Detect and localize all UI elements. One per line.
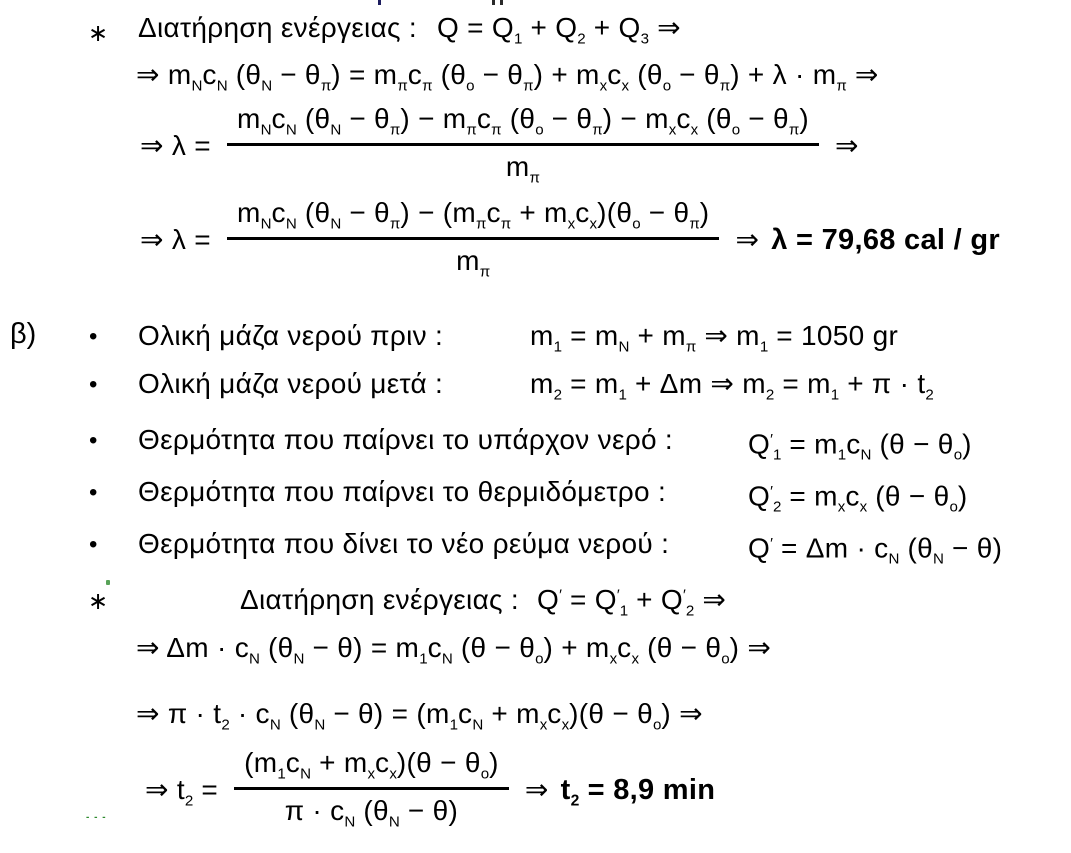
asterisk-icon: ∗ [88,588,109,615]
result-t2-value: $t_2 = 8,9$ min [560,774,716,810]
line-energy-conservation-b [88,576,726,632]
cropped-glyph-fragment [500,0,503,5]
line-heat-balance-expanded [136,55,879,106]
line-heat-existing-water [85,420,972,464]
math-expression: ⇒ λ = $\frac{m_Nc_N (\theta_N - \theta_\pi) - m_\pi c_\pi (\theta_o - \theta_\pi) - m_xc_x (\theta_o - \theta_\pi)}{m_\pi}$ ⇒ [140,103,859,187]
line-label: Θερμότητα που δίνει το νέο ρεύμα νερού : [138,528,670,559]
line-heat-new-water-stream [85,524,1003,568]
math-expression: $m_1 = m_N + m_\pi$ ⇒ $m_1 = 1050$ gr [530,320,899,356]
math-expression: ⇒ $\Delta m \cdot c_N$ $(\theta_N - \theta) = m_1c_N$ $(\theta - \theta_o) + m_xc_x$ $(\theta - \theta_o)$ ⇒ [136,632,772,668]
bullet-icon: • [89,531,98,558]
math-expression: $Q' = \Delta m \cdot c_N$ $(\theta_N - \theta)$ [748,532,1003,568]
line-label: Θερμότητα που παίρνει το υπάρχον νερό : [138,424,673,455]
line-energy-conservation-a [88,8,681,59]
line-lambda-fraction-2 [140,198,1000,286]
cropped-glyph-fragment [492,0,495,5]
line-lambda-fraction-1 [140,104,859,192]
bullet-icon: • [89,323,98,350]
line-total-mass-after [85,364,934,404]
line-heat-calorimeter [85,472,968,516]
bullet-icon: • [89,479,98,506]
math-expression: ⇒ $m_Nc_N$ $(\theta_N - \theta_\pi) = m_\pi c_\pi$ $(\theta_o - \theta_\pi) + m_xc_x$ $(\theta_o - \theta_\pi) + \lambda \cdot m_\pi$ ⇒ [136,59,879,95]
bullet-icon: • [89,371,98,398]
cropped-glyph-fragment [378,0,381,5]
math-expression: $Q = Q_1 + Q_2 + Q_3$ ⇒ [437,12,681,48]
result-lambda-value: λ = 79,68 cal / gr [771,224,1000,257]
line-label: Διατήρηση ενέργειας : [138,12,418,43]
line-label: Διατήρηση ενέργειας : [240,584,520,616]
line-label: Ολική μάζα νερού μετά : [138,368,444,399]
fraction: $\frac{(m_1c_N + m_xc_x)(\theta - \theta_o)}{\pi \cdot c_N (\theta_N - \theta)}$ [234,745,509,833]
line-label: Ολική μάζα νερού πριν : [138,320,444,351]
math-expression: ⇒ λ = $\frac{m_Nc_N (\theta_N - \theta_\pi) - (m_\pi c_\pi + m_xc_x)(\theta_o - \theta_\pi)}{m_\pi}$ ⇒ [140,197,760,281]
line-label: Θερμότητα που παίρνει το θερμιδόμετρο : [138,476,667,507]
math-expression: $Q'_1 = m_1c_N$ $(\theta - \theta_o)$ [748,428,972,464]
line-flow-substitution [136,694,703,745]
math-expression: ⇒ $\pi \cdot t_2 \cdot c_N$ $(\theta_N - \theta) = (m_1c_N + m_xc_x)(\theta - \theta_o)$ ⇒ [136,698,703,734]
line-total-mass-before [85,316,899,356]
math-expression: $m_2 = m_1 + \Delta m$ ⇒ $m_2 = m_1 + \pi \cdot t_2$ [530,368,934,404]
math-expression: $Q' = Q'_1 + Q'_2$ ⇒ [537,584,727,620]
fraction: $\frac{m_Nc_N (\theta_N - \theta_\pi) - (m_\pi c_\pi + m_xc_x)(\theta_o - \theta_\pi)}{m_\pi}$ [227,195,719,283]
fraction: $\frac{m_Nc_N (\theta_N - \theta_\pi) - m_\pi c_\pi (\theta_o - \theta_\pi) - m_xc_x (\theta_o - \theta_\pi)}{m_\pi}$ [227,101,819,189]
green-dashes-artifact: - - - [86,812,107,823]
bullet-icon: • [89,427,98,454]
line-heat-balance-b-expanded [136,628,771,679]
math-expression: $Q'_2 = m_xc_x$ $(\theta - \theta_o)$ [748,480,968,516]
section-b-label: β) [10,318,37,350]
math-expression: ⇒ $t_2$ = $\frac{(m_1c_N + m_xc_x)(\theta - \theta_o)}{\pi \cdot c_N (\theta_N - \theta)}$ ⇒ [145,747,549,831]
asterisk-icon: ∗ [88,20,109,47]
line-t2-fraction [145,748,715,836]
green-speck-artifact [106,580,110,585]
